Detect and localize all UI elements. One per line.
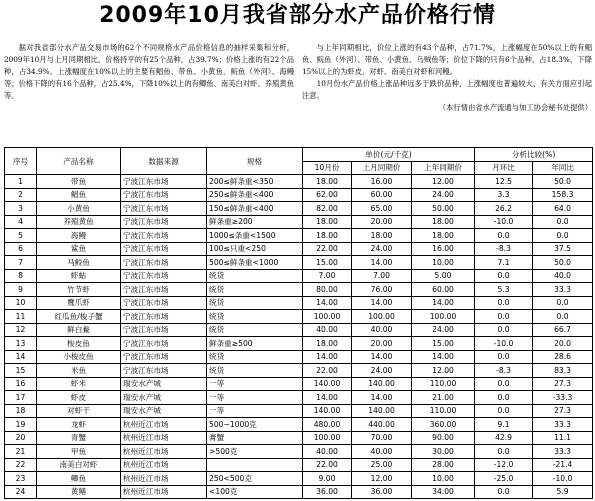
cell-name: 海鳗 [37,229,121,243]
intro-paragraph: 10月份水产品价格上涨品种远多于跌价品种，上涨幅度也普遍较大，有关方面应引起注意。 [302,79,592,101]
cell-mom: 9.1 [475,418,533,432]
table-header-row [5,148,593,162]
col-header-yoy: 年同比 [533,161,593,175]
page-title: 2009年10月我省部分水产品价格行情 [99,3,496,28]
cell-source: 瑞安水产城 [121,377,207,391]
cell-name: 鲳鱼 [37,188,121,202]
intro-right-column [302,42,592,115]
cell-price-prev-year: 34.00 [412,485,475,499]
table-row [5,256,593,270]
cell-price-current: 7.00 [303,269,352,283]
cell-price-prev-month: 16.00 [352,175,412,189]
cell-no: 16 [5,377,37,391]
cell-yoy: 83.3 [533,364,593,378]
table-row [5,269,593,283]
col-header-name: 产品名称 [37,148,121,175]
intro-left-column [4,42,294,102]
cell-name: 对虾干 [37,404,121,418]
cell-mom: 3.3 [475,188,533,202]
cell-price-prev-year: 14.00 [412,350,475,364]
cell-name: 鲫鱼 [37,472,121,486]
table-row [5,431,593,445]
table-row [5,188,593,202]
cell-source: 宁波江东市场 [121,175,207,189]
intro-paragraph: 与上年同期相比，价位上涨的有43个品种，占71.7%，上涨幅度在50%以上的有鲳鱼、鲩鱼（外河）、带鱼、小黄鱼、乌贼鱼等；价位下降的只有6个品种，占18.3%，下降15%以上的为虾皮、对虾、南美白对虾和河鳗。 [302,43,592,77]
cell-price-prev-year: 110.00 [412,377,475,391]
cell-price-current: 36.00 [303,485,352,499]
cell-name: 虾蛄 [37,269,121,283]
cell-mom: 5.3 [475,283,533,297]
cell-mom: 0.0 [475,377,533,391]
table-row [5,445,593,459]
cell-price-prev-month: 60.00 [352,188,412,202]
table-row [5,296,593,310]
cell-price-current: 82.00 [303,202,352,216]
cell-spec: 一等 [207,391,303,405]
cell-mom: 0.0 [475,404,533,418]
cell-yoy: 64.0 [533,202,593,216]
cell-price-prev-month: 40.00 [352,323,412,337]
cell-name: 鹰爪虾 [37,296,121,310]
cell-price-prev-year: 10.00 [412,256,475,270]
cell-price-prev-month: 36.00 [352,485,412,499]
cell-name: 马鲛鱼 [37,256,121,270]
cell-spec: >500克 [207,445,303,459]
cell-source: 杭州近江市场 [121,445,207,459]
cell-name: 虾皮 [37,391,121,405]
col-header-prev-year: 上年同期价 [412,161,475,175]
cell-no: 7 [5,256,37,270]
cell-price-prev-year: 100.00 [412,310,475,324]
cell-name: 梭皮鱼 [37,337,121,351]
cell-yoy: 37.5 [533,242,593,256]
cell-spec: 200≤鲜条重<350 [207,175,303,189]
table-body [5,175,593,499]
col-header-mom: 月环比 [475,161,533,175]
price-table-container [4,147,592,499]
cell-source: 宁波江东市场 [121,229,207,243]
cell-price-current: 140.00 [303,404,352,418]
cell-price-current: 40.00 [303,323,352,337]
cell-price-prev-month: 70.00 [352,431,412,445]
cell-source: 宁波江东市场 [121,310,207,324]
cell-mom: -8.3 [475,242,533,256]
cell-source: 宁波江东市场 [121,296,207,310]
col-header-no: 序号 [5,148,37,175]
cell-price-prev-month: 14.00 [352,296,412,310]
cell-source: 杭州近江市场 [121,418,207,432]
cell-spec: 统货 [207,364,303,378]
cell-no: 9 [5,283,37,297]
cell-mom: 0.0 [475,445,533,459]
cell-spec: <100克 [207,485,303,499]
table-row [5,485,593,499]
cell-spec: 500≤鲜条重<1000 [207,256,303,270]
cell-name: 小梭皮鱼 [37,350,121,364]
cell-price-prev-month: 440.00 [352,418,412,432]
cell-spec: 500~1000克 [207,418,303,432]
cell-price-prev-year: 360.00 [412,418,475,432]
cell-price-prev-month: 24.00 [352,364,412,378]
cell-no: 18 [5,404,37,418]
cell-price-current: 40.00 [303,445,352,459]
cell-no: 15 [5,364,37,378]
cell-price-current: 62.00 [303,188,352,202]
cell-spec: 统货 [207,310,303,324]
cell-price-current: 480.00 [303,418,352,432]
cell-yoy: 0.0 [533,215,593,229]
cell-spec: 250≤鲜条重<400 [207,188,303,202]
cell-mom: 42.9 [475,431,533,445]
table-row [5,283,593,297]
cell-source: 宁波江东市场 [121,269,207,283]
cell-source: 宁波江东市场 [121,188,207,202]
cell-price-current: 80.00 [303,283,352,297]
cell-price-prev-year: 10.00 [412,472,475,486]
cell-price-current: 140.00 [303,377,352,391]
cell-price-current: 15.00 [303,256,352,270]
cell-price-current: 18.00 [303,229,352,243]
cell-price-prev-year: 30.00 [412,445,475,459]
cell-mom: 0.0 [475,296,533,310]
cell-mom: 12.5 [475,175,533,189]
table-row [5,215,593,229]
price-table [4,147,593,499]
cell-mom: 7.1 [475,256,533,270]
cell-no: 24 [5,485,37,499]
cell-no: 5 [5,229,37,243]
cell-name: 小黄鱼 [37,202,121,216]
cell-price-prev-month: 14.00 [352,256,412,270]
cell-mom: -10.0 [475,337,533,351]
cell-no: 8 [5,269,37,283]
table-row [5,310,593,324]
cell-source: 宁波江东市场 [121,256,207,270]
table-row [5,472,593,486]
cell-price-prev-year: 28.00 [412,458,475,472]
cell-source: 宁波江东市场 [121,323,207,337]
cell-yoy: 33.3 [533,283,593,297]
table-row [5,364,593,378]
cell-price-prev-year: 16.00 [412,242,475,256]
cell-yoy: 27.3 [533,377,593,391]
cell-yoy: 33.3 [533,418,593,432]
cell-price-prev-month: 20.00 [352,215,412,229]
cell-yoy: 0.0 [533,310,593,324]
cell-price-prev-year: 90.00 [412,431,475,445]
cell-mom: 26.2 [475,202,533,216]
cell-price-prev-month: 12.00 [352,472,412,486]
cell-no: 22 [5,458,37,472]
table-row [5,377,593,391]
cell-name: 带鱼 [37,175,121,189]
cell-mom: 0.0 [475,350,533,364]
table-row [5,229,593,243]
cell-source: 宁波江东市场 [121,202,207,216]
col-header-prev-month: 上月同期价 [352,161,412,175]
cell-price-prev-month: 14.00 [352,391,412,405]
cell-no: 13 [5,337,37,351]
cell-price-current: 18.00 [303,215,352,229]
cell-source: 宁波江东市场 [121,337,207,351]
cell-name: 红瓜鱼/梭子蟹 [37,310,121,324]
cell-spec: 150≤鲜条重<400 [207,202,303,216]
col-header-spec: 规格 [207,148,303,175]
cell-price-prev-year: 60.00 [412,283,475,297]
cell-yoy: 0.0 [533,296,593,310]
cell-mom: 0.0 [475,391,533,405]
cell-price-prev-month: 24.00 [352,242,412,256]
cell-price-prev-month: 65.00 [352,202,412,216]
col-header-price-group: 单价(元/千克) [303,148,475,162]
cell-spec: 250<500克 [207,472,303,486]
cell-price-prev-month: 25.00 [352,458,412,472]
cell-price-prev-month: 18.00 [352,229,412,243]
cell-yoy: 20.0 [533,337,593,351]
cell-mom: -8.3 [475,364,533,378]
cell-spec: 膏蟹 [207,431,303,445]
cell-yoy: -21.4 [533,458,593,472]
cell-source: 杭州近江市场 [121,458,207,472]
cell-price-current: 22.00 [303,364,352,378]
cell-spec: 统货 [207,296,303,310]
cell-name: 黄鳝 [37,485,121,499]
cell-no: 17 [5,391,37,405]
cell-price-prev-year: 12.00 [412,364,475,378]
table-row [5,404,593,418]
intro-paragraph: 据对我省部分水产品交易市场的62个不同规格水产品价格信息的抽样采集和分析，2009年10月与上月同期相比，价格持平的有25个品种，占39.7%；价格上涨的有22个品种，占34.9%。上涨幅度在10%以上的主要有鲳鱼、带鱼、小黄鱼、鲩鱼（外河）、海鳗等；价格下降的有16个品种，占25.4%，下降10%以上的有鲫鱼、南美白对虾、养殖黄鱼等。 [4,43,294,101]
cell-price-prev-month: 40.00 [352,445,412,459]
table-row [5,391,593,405]
cell-price-prev-month: 7.00 [352,269,412,283]
cell-spec [207,458,303,472]
cell-price-prev-year: 5.00 [412,269,475,283]
cell-mom: 0.0 [475,229,533,243]
cell-source: 杭州近江市场 [121,431,207,445]
cell-mom: 0.0 [475,269,533,283]
cell-source: 瑞安水产城 [121,404,207,418]
cell-yoy: 50.0 [533,256,593,270]
cell-yoy: -10.0 [533,472,593,486]
cell-spec: 100≤只重<250 [207,242,303,256]
cell-source: 宁波江东市场 [121,242,207,256]
cell-price-current: 14.00 [303,391,352,405]
cell-yoy: 11.1 [533,431,593,445]
cell-yoy: 50.0 [533,175,593,189]
cell-price-prev-month: 76.00 [352,283,412,297]
cell-yoy: 27.3 [533,404,593,418]
cell-yoy: 28.6 [533,350,593,364]
cell-yoy: 158.3 [533,188,593,202]
table-row [5,323,593,337]
cell-no: 10 [5,296,37,310]
cell-name: 养殖黄鱼 [37,215,121,229]
cell-mom: -10.0 [475,215,533,229]
cell-no: 19 [5,418,37,432]
cell-price-current: 18.00 [303,175,352,189]
cell-yoy: 5.9 [533,485,593,499]
cell-price-current: 100.00 [303,310,352,324]
cell-spec: 统货 [207,269,303,283]
cell-source: 宁波江东市场 [121,350,207,364]
cell-no: 1 [5,175,37,189]
cell-price-current: 18.00 [303,337,352,351]
cell-price-current: 100.00 [303,431,352,445]
table-row [5,175,593,189]
cell-spec: 鲜条重≥200 [207,215,303,229]
table-row [5,242,593,256]
cell-price-prev-year: 18.00 [412,229,475,243]
table-row [5,202,593,216]
cell-price-prev-year: 50.00 [412,202,475,216]
cell-no: 12 [5,323,37,337]
cell-no: 23 [5,472,37,486]
cell-spec: 统货 [207,283,303,297]
cell-price-prev-year: 15.00 [412,337,475,351]
cell-no: 20 [5,431,37,445]
table-row [5,458,593,472]
cell-source: 宁波江东市场 [121,283,207,297]
cell-price-prev-month: 14.00 [352,350,412,364]
cell-name: 鲨鱼 [37,242,121,256]
cell-spec: 一等 [207,377,303,391]
cell-price-prev-year: 24.00 [412,188,475,202]
cell-name: 甲鱼 [37,445,121,459]
table-row [5,418,593,432]
cell-yoy: -33.3 [533,391,593,405]
cell-price-prev-year: 110.00 [412,404,475,418]
cell-price-current: 14.00 [303,350,352,364]
cell-name: 鲜白鲞 [37,323,121,337]
cell-source: 杭州近江市场 [121,485,207,499]
cell-name: 南美白对虾 [37,458,121,472]
cell-source: 宁波江东市场 [121,364,207,378]
col-header-analysis-group: 分析比较(%) [475,148,593,162]
table-row [5,350,593,364]
cell-source: 宁波江东市场 [121,215,207,229]
cell-name: 竹节虾 [37,283,121,297]
cell-no: 3 [5,202,37,216]
cell-spec: 统货 [207,323,303,337]
cell-yoy: 40.0 [533,269,593,283]
cell-price-prev-year: 24.00 [412,323,475,337]
cell-name: 米鱼 [37,364,121,378]
cell-yoy: 66.7 [533,323,593,337]
cell-no: 21 [5,445,37,459]
cell-spec: 鲜条重≥500 [207,337,303,351]
col-header-source: 数据来源 [121,148,207,175]
cell-no: 6 [5,242,37,256]
cell-price-prev-month: 100.00 [352,310,412,324]
cell-price-current: 14.00 [303,296,352,310]
cell-mom: -12.0 [475,458,533,472]
cell-mom: 0.0 [475,323,533,337]
cell-no: 14 [5,350,37,364]
cell-name: 龙虾 [37,418,121,432]
cell-no: 11 [5,310,37,324]
cell-price-prev-year: 18.00 [412,215,475,229]
source-note: （本行情由省水产流通与加工协会秘书处提供） [438,103,592,113]
cell-mom: 0.0 [475,485,533,499]
cell-source: 杭州近江市场 [121,472,207,486]
cell-price-prev-year: 21.00 [412,391,475,405]
cell-price-current: 22.00 [303,458,352,472]
cell-mom: -25.0 [475,472,533,486]
cell-yoy: 0.0 [533,229,593,243]
cell-price-prev-year: 14.00 [412,296,475,310]
cell-price-current: 22.00 [303,242,352,256]
cell-price-prev-month: 20.00 [352,337,412,351]
cell-no: 2 [5,188,37,202]
table-row [5,337,593,351]
cell-price-current: 9.00 [303,472,352,486]
cell-no: 4 [5,215,37,229]
cell-spec: 统货 [207,350,303,364]
col-header-current: 10月份 [303,161,352,175]
cell-name: 青蟹 [37,431,121,445]
cell-price-prev-month: 140.00 [352,404,412,418]
cell-source: 瑞安水产城 [121,391,207,405]
cell-yoy: 33.3 [533,445,593,459]
cell-price-prev-year: 12.00 [412,175,475,189]
cell-price-prev-month: 140.00 [352,377,412,391]
cell-mom: 0.0 [475,310,533,324]
cell-spec: 一等 [207,404,303,418]
cell-spec: 1000≤条重<1500 [207,229,303,243]
cell-name: 虾米 [37,377,121,391]
